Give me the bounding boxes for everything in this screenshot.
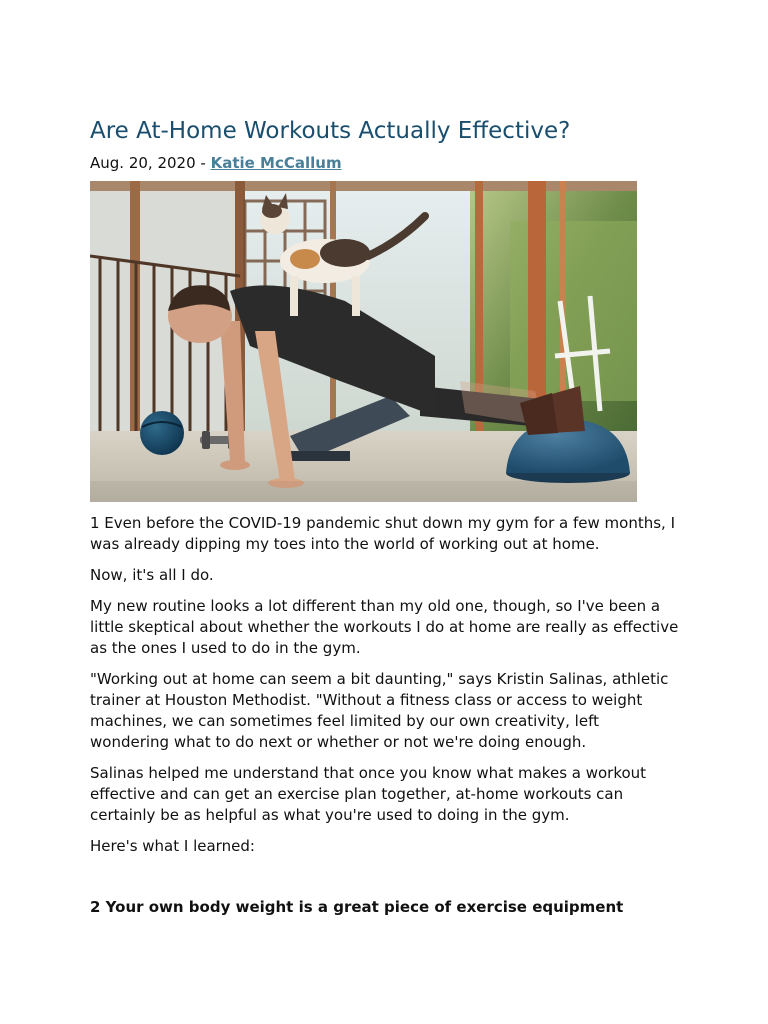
hero-photo [90,181,637,502]
paragraph-3: My new routine looks a lot different than my old one, though, so I've been a little skeptical about whether the workouts I do at home are really as effective as the ones I used to do in the gym. [90,597,679,657]
publish-date: Aug. 20, 2020 [90,154,196,172]
article-title: Are At-Home Workouts Actually Effective? [90,118,571,144]
article [90,114,680,918]
paragraph-6: Here's what I learned: [90,837,255,855]
section-heading: 2 Your own body weight is a great piece of exercise equipment [90,898,624,916]
byline [90,153,680,173]
paragraph-1: 1 Even before the COVID-19 pandemic shut down my gym for a few months, I was already dipping my toes into the world of working out at home. [90,514,675,553]
paragraph-5: Salinas helped me understand that once you know what makes a workout effective and can get an exercise plan together, at-home workouts can certainly be as helpful as what you're used to doing in the gym. [90,764,647,824]
paragraph-2: Now, it's all I do. [90,566,214,584]
byline-separator: - [195,154,211,172]
author-link[interactable]: Katie McCallum [210,154,342,172]
paragraph-4: "Working out at home can seem a bit daunting," says Kristin Salinas, athletic trainer at Houston Methodist. "Without a fitness class or access to weight machines, we can sometimes feel limited by our own creativity, left wondering what to do next or whether or not we're doing enough. [90,670,669,751]
